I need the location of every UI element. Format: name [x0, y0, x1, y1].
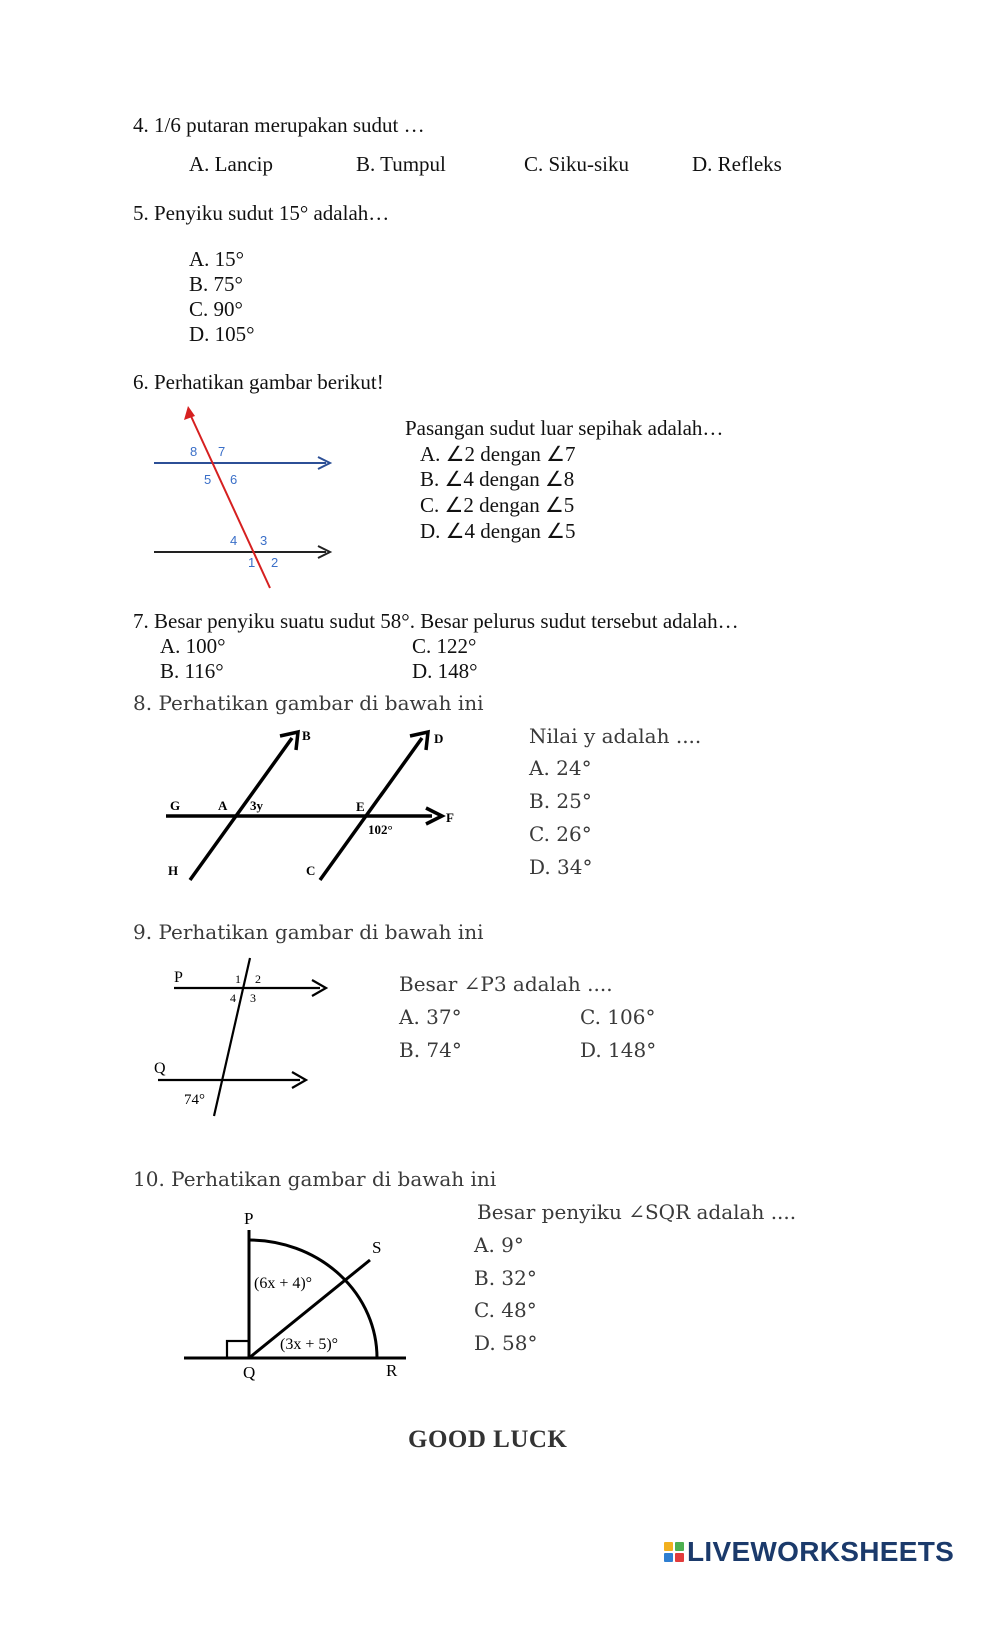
q5-option-b[interactable]: B. 75°	[189, 272, 243, 296]
q9-label-p: P	[174, 969, 183, 986]
q9-label-1: 1	[235, 972, 241, 986]
good-luck-heading: GOOD LUCK	[408, 1426, 568, 1453]
q9-option-d[interactable]: D. 148°	[580, 1038, 657, 1062]
q6-prompt: Pasangan sudut luar sepihak adalah…	[405, 416, 724, 440]
q6-option-a[interactable]: A. ∠2 dengan ∠7	[420, 442, 576, 466]
q7-option-d[interactable]: D. 148°	[412, 659, 478, 683]
q6-transversal	[190, 414, 270, 588]
q10-option-d[interactable]: D. 58°	[474, 1331, 538, 1355]
q10-right-angle-icon	[227, 1341, 249, 1358]
q10-option-c[interactable]: C. 48°	[474, 1298, 537, 1322]
q9-question: 9. Perhatikan gambar di bawah ini	[133, 920, 484, 944]
q6-option-b[interactable]: B. ∠4 dengan ∠8	[420, 467, 575, 491]
q8-line-cd	[320, 738, 422, 880]
q10-prompt: Besar penyiku ∠SQR adalah ....	[477, 1200, 797, 1224]
q8-label-d: D	[434, 731, 444, 746]
q6-label-1: 1	[248, 555, 256, 570]
q10-option-b[interactable]: B. 32°	[474, 1266, 537, 1290]
q8-label-3y: 3y	[250, 798, 263, 813]
q4-option-c[interactable]: C. Siku-siku	[524, 152, 630, 176]
q10-label-q: Q	[243, 1363, 256, 1382]
q8-parallel-lines-figure	[160, 722, 470, 892]
q4-option-b[interactable]: B. Tumpul	[356, 152, 446, 176]
q8-prompt: Nilai y adalah ....	[529, 724, 702, 748]
q10-quarter-circle-figure	[180, 1200, 420, 1390]
q8-label-e: E	[356, 799, 365, 814]
q9-label-q: Q	[154, 1060, 166, 1077]
q7-option-b[interactable]: B. 116°	[160, 659, 224, 683]
q6-label-7: 7	[218, 444, 226, 459]
q4-question: 4. 1/6 putaran merupakan sudut …	[133, 113, 425, 137]
q9-option-b[interactable]: B. 74°	[399, 1038, 462, 1062]
q8-label-c: C	[306, 863, 316, 878]
q9-label-74: 74°	[184, 1092, 205, 1108]
q5-option-c[interactable]: C. 90°	[189, 297, 243, 321]
q6-option-d[interactable]: D. ∠4 dengan ∠5	[420, 519, 576, 543]
q5-option-a[interactable]: A. 15°	[189, 247, 245, 271]
q9-option-c[interactable]: C. 106°	[580, 1005, 656, 1029]
q10-label-s: S	[372, 1238, 382, 1257]
q9-label-3: 3	[250, 991, 256, 1005]
q6-label-5: 5	[204, 472, 212, 487]
liveworksheets-logo-icon	[664, 1542, 684, 1562]
q8-label-g: G	[170, 798, 181, 813]
q8-option-c[interactable]: C. 26°	[529, 822, 592, 846]
q6-question: 6. Perhatikan gambar berikut!	[133, 370, 384, 394]
q8-label-102: 102°	[368, 822, 393, 837]
q5-question: 5. Penyiku sudut 15° adalah…	[133, 201, 390, 225]
q8-option-a[interactable]: A. 24°	[529, 756, 592, 780]
q7-option-c[interactable]: C. 122°	[412, 634, 477, 658]
q8-option-b[interactable]: B. 25°	[529, 789, 592, 813]
q6-label-6: 6	[230, 472, 238, 487]
q6-option-c[interactable]: C. ∠2 dengan ∠5	[420, 493, 575, 517]
q9-parallel-lines-figure	[150, 952, 340, 1122]
liveworksheets-wordmark: LIVEWORKSHEETS	[687, 1536, 955, 1567]
q10-option-a[interactable]: A. 9°	[474, 1233, 524, 1257]
q8-label-h: H	[168, 863, 179, 878]
q9-label-2: 2	[255, 972, 261, 986]
q7-option-a[interactable]: A. 100°	[160, 634, 226, 658]
q5-option-d[interactable]: D. 105°	[189, 322, 255, 346]
q6-parallel-lines-figure	[150, 400, 350, 595]
q9-option-a[interactable]: A. 37°	[399, 1005, 462, 1029]
liveworksheets-brand	[664, 1536, 954, 1568]
q8-line-hb	[190, 738, 292, 880]
q6-label-8: 8	[190, 444, 198, 459]
q6-label-4: 4	[230, 533, 238, 548]
q10-label-upper-angle: (6x + 4)°	[254, 1275, 313, 1292]
q10-label-lower-angle: (3x + 5)°	[280, 1336, 339, 1353]
q8-question: 8. Perhatikan gambar di bawah ini	[133, 691, 484, 715]
q8-label-a: A	[218, 798, 228, 813]
q6-label-3: 3	[260, 533, 268, 548]
q10-question: 10. Perhatikan gambar di bawah ini	[133, 1167, 497, 1191]
q8-option-d[interactable]: D. 34°	[529, 855, 593, 879]
q8-label-f: F	[446, 810, 454, 825]
q6-label-2: 2	[271, 555, 279, 570]
q8-label-b: B	[302, 728, 311, 743]
q6-transversal-arrow-icon	[184, 406, 195, 420]
q7-question: 7. Besar penyiku suatu sudut 58°. Besar pelurus sudut tersebut adalah…	[133, 609, 739, 633]
q9-prompt: Besar ∠P3 adalah ....	[399, 972, 613, 996]
q9-label-4: 4	[230, 991, 236, 1005]
q10-label-p: P	[244, 1209, 254, 1228]
q10-label-r: R	[386, 1361, 398, 1380]
q4-option-d[interactable]: D. Refleks	[692, 152, 782, 176]
q4-option-a[interactable]: A. Lancip	[189, 152, 273, 176]
q9-transversal	[214, 958, 250, 1116]
